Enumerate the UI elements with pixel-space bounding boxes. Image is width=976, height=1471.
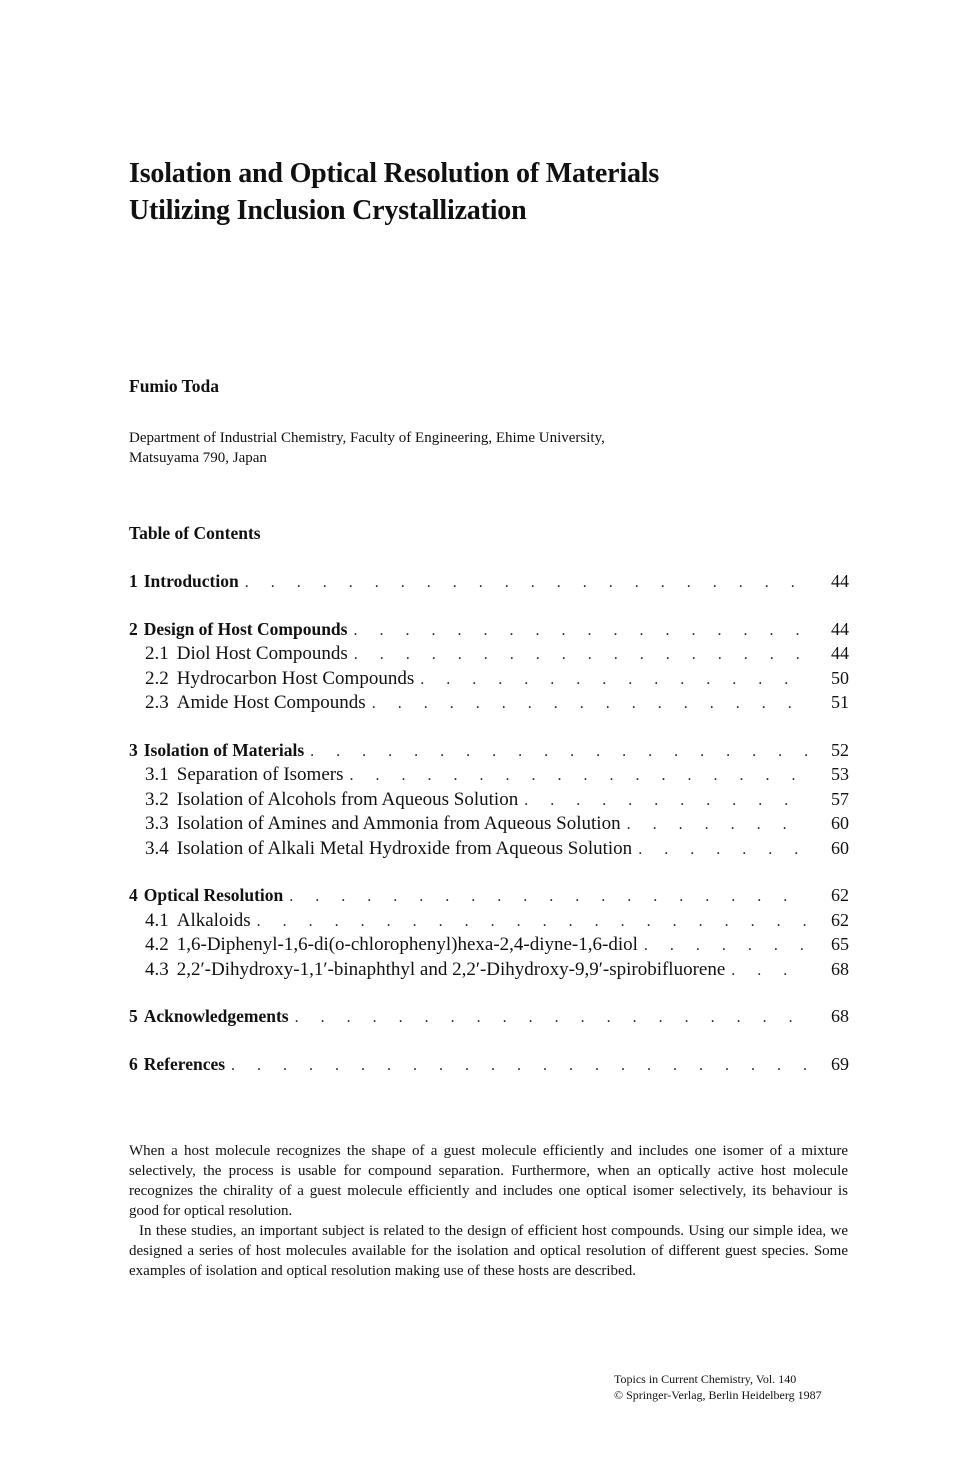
toc-entry-4 bbox=[129, 885, 849, 910]
toc-leader-dots bbox=[621, 816, 809, 834]
affiliation-line-1: Department of Industrial Chemistry, Faculty of Engineering, Ehime University, bbox=[129, 430, 605, 446]
toc-leader-dots bbox=[348, 646, 809, 664]
toc-leader-dots bbox=[414, 671, 809, 689]
toc-entry-page: 52 bbox=[831, 739, 849, 760]
toc-leader-dots bbox=[283, 888, 809, 906]
toc-entry-title: Isolation of Materials bbox=[143, 739, 305, 760]
toc-entry-page: 44 bbox=[831, 571, 849, 591]
toc-entry-6 bbox=[129, 1054, 849, 1079]
toc-entry-page: 44 bbox=[831, 643, 849, 663]
toc-leader-dots bbox=[343, 767, 809, 785]
affiliation-line-2: Matsuyama 790, Japan bbox=[129, 450, 267, 466]
toc-entry-number: 3.3 bbox=[145, 813, 169, 834]
toc-entry-number: 4.1 bbox=[145, 909, 169, 931]
toc-entry-title: Isolation of Amines and Ammonia from Aqueous Solution bbox=[176, 813, 621, 834]
toc-entry-number: 2 bbox=[129, 618, 138, 639]
toc-entry-number: 4.2 bbox=[145, 934, 169, 955]
affiliation bbox=[129, 428, 849, 468]
toc-entry-3 bbox=[129, 740, 849, 765]
toc-entry-number: 6 bbox=[129, 1053, 138, 1074]
toc-entry-page: 68 bbox=[831, 958, 849, 979]
paper-title bbox=[129, 155, 889, 229]
title-line-2: Utilizing Inclusion Crystallization bbox=[129, 195, 527, 226]
abstract-paragraph-2: In these studies, an important subject is related to the design of efficient host compounds. Using our simple idea, we designed a series of host molecules available for the isolation and optical resolution of different guest species. Some examples of isolation and optical resolution making use of these hosts are described. bbox=[129, 1223, 848, 1279]
toc-entry-3-2 bbox=[129, 789, 849, 814]
toc-entry-title: 2,2′-Dihydroxy-1,1′-binaphthyl and 2,2′-Dihydroxy-9,9′-spirobifluorene bbox=[176, 958, 726, 980]
toc-entry-number: 3 bbox=[129, 739, 138, 760]
toc-entry-title: Introduction bbox=[143, 571, 239, 591]
toc-entry-title: Diol Host Compounds bbox=[176, 643, 348, 664]
toc-entry-number: 3.4 bbox=[145, 837, 169, 859]
toc-section bbox=[129, 740, 849, 863]
toc-entry-1 bbox=[129, 571, 849, 596]
toc-entry-title: Optical Resolution bbox=[143, 885, 284, 905]
toc-entry-4-2 bbox=[129, 934, 849, 959]
toc-leader-dots bbox=[225, 1057, 809, 1075]
toc-entry-title: Isolation of Alkali Metal Hydroxide from Aqueous Solution bbox=[176, 837, 633, 859]
toc-leader-dots bbox=[347, 622, 809, 640]
toc-entry-title: Alkaloids bbox=[176, 909, 251, 931]
toc-entry-4-3 bbox=[129, 959, 849, 984]
toc-entry-page: 62 bbox=[831, 885, 849, 905]
toc-leader-dots bbox=[632, 841, 809, 859]
toc-entry-2-3 bbox=[129, 692, 849, 717]
toc-entry-3-4 bbox=[129, 838, 849, 863]
toc-heading: Table of Contents bbox=[129, 523, 261, 543]
toc-entry-number: 5 bbox=[129, 1006, 138, 1026]
toc-entry-number: 3.1 bbox=[145, 764, 169, 785]
toc-entry-number: 3.2 bbox=[145, 788, 169, 810]
toc-entry-number: 2.3 bbox=[145, 692, 169, 713]
toc-entry-page: 57 bbox=[831, 788, 849, 809]
toc-entry-page: 60 bbox=[831, 813, 849, 833]
toc-entry-page: 62 bbox=[831, 909, 849, 930]
toc-entry-page: 51 bbox=[831, 692, 849, 712]
toc-leader-dots bbox=[638, 937, 809, 955]
toc-entry-title: Amide Host Compounds bbox=[176, 692, 366, 713]
toc-entry-number: 1 bbox=[129, 571, 138, 591]
toc-entry-page: 50 bbox=[831, 667, 849, 688]
toc-section bbox=[129, 619, 849, 717]
toc-leader-dots bbox=[366, 695, 809, 713]
toc-leader-dots bbox=[518, 792, 809, 810]
toc-entry-2-2 bbox=[129, 668, 849, 693]
table-of-contents bbox=[129, 571, 849, 1101]
toc-entry-title: Hydrocarbon Host Compounds bbox=[176, 667, 415, 689]
toc-entry-page: 69 bbox=[831, 1053, 849, 1074]
toc-entry-4-1 bbox=[129, 910, 849, 935]
toc-entry-2-1 bbox=[129, 643, 849, 668]
copyright-line: © Springer-Verlag, Berlin Heidelberg 1987 bbox=[614, 1388, 822, 1402]
toc-entry-page: 44 bbox=[831, 618, 849, 639]
toc-entry-title: Isolation of Alcohols from Aqueous Solution bbox=[176, 788, 519, 810]
toc-entry-title: Acknowledgements bbox=[143, 1006, 289, 1026]
toc-entry-page: 65 bbox=[831, 934, 849, 954]
toc-leader-dots bbox=[304, 743, 809, 761]
toc-leader-dots bbox=[239, 574, 809, 592]
toc-entry-title: 1,6-Diphenyl-1,6-di(o-chlorophenyl)hexa-2,4-diyne-1,6-diol bbox=[176, 934, 638, 955]
toc-leader-dots bbox=[289, 1009, 809, 1027]
toc-section bbox=[129, 571, 849, 596]
toc-entry-title: Design of Host Compounds bbox=[143, 618, 348, 639]
toc-entry-page: 68 bbox=[831, 1006, 849, 1026]
toc-entry-number: 4 bbox=[129, 885, 138, 905]
toc-entry-number: 2.2 bbox=[145, 667, 169, 689]
toc-section bbox=[129, 1054, 849, 1079]
author-name: Fumio Toda bbox=[129, 376, 219, 396]
abstract-paragraph-1: When a host molecule recognizes the shape of a guest molecule efficiently and includes one isomer of a mixture selectively, the process is usable for compound separation. Furthermore, when an optically active host molecule recognizes the chirality of a guest molecule efficiently and includes one optical isomer selectively, its behaviour is good for optical resolution. bbox=[129, 1143, 848, 1219]
toc-leader-dots bbox=[251, 913, 809, 931]
toc-entry-3-1 bbox=[129, 764, 849, 789]
toc-entry-3-3 bbox=[129, 813, 849, 838]
toc-entry-page: 53 bbox=[831, 764, 849, 784]
abstract bbox=[129, 1141, 848, 1281]
toc-entry-number: 4.3 bbox=[145, 958, 169, 980]
toc-entry-page: 60 bbox=[831, 837, 849, 858]
journal-line: Topics in Current Chemistry, Vol. 140 bbox=[614, 1372, 797, 1386]
toc-section bbox=[129, 885, 849, 983]
toc-entry-5 bbox=[129, 1006, 849, 1031]
toc-leader-dots bbox=[725, 962, 809, 980]
toc-entry-number: 2.1 bbox=[145, 643, 169, 664]
toc-entry-title: Separation of Isomers bbox=[176, 764, 344, 785]
toc-entry-title: References bbox=[143, 1053, 226, 1074]
toc-entry-2 bbox=[129, 619, 849, 644]
toc-section bbox=[129, 1006, 849, 1031]
title-line-1: Isolation and Optical Resolution of Materials bbox=[129, 158, 660, 189]
publication-footer bbox=[614, 1371, 854, 1403]
